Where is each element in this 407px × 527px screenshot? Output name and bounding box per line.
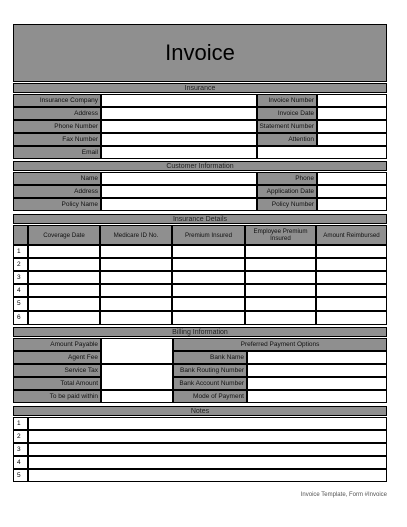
details-cell[interactable] [172, 271, 245, 284]
label-name: Name [13, 172, 101, 185]
note-row-number: 5 [13, 469, 28, 482]
column-employee-premium-insured: Employee Premium Insured [245, 225, 316, 245]
label-statement-number: Statement Number [257, 120, 317, 133]
section-details-header: Insurance Details [13, 214, 387, 224]
column-premium-insured: Premium Insured [172, 225, 245, 245]
field-fax-number[interactable] [101, 133, 257, 146]
details-cell[interactable] [100, 297, 172, 311]
note-row-number: 2 [13, 430, 28, 443]
field-name[interactable] [101, 172, 257, 185]
field-bank-routing-number[interactable] [247, 364, 387, 377]
field-invoice-date[interactable] [317, 107, 387, 120]
field-phone-number[interactable] [101, 120, 257, 133]
details-cell[interactable] [316, 271, 387, 284]
details-row-number: 4 [13, 284, 28, 297]
field-attention-continued[interactable] [257, 146, 387, 159]
details-cell[interactable] [245, 245, 316, 258]
label-agent-fee: Agent Fee [13, 351, 101, 364]
label-phone: Phone [257, 172, 317, 185]
invoice-title: Invoice [13, 24, 387, 82]
note-row-number: 4 [13, 456, 28, 469]
details-row-number: 1 [13, 245, 28, 258]
label-fax-number: Fax Number [13, 133, 101, 146]
field-amount-payable[interactable] [101, 338, 173, 364]
details-cell[interactable] [100, 284, 172, 297]
note-line[interactable] [28, 430, 387, 443]
details-cell[interactable] [100, 311, 172, 325]
details-cell[interactable] [316, 258, 387, 271]
details-cell[interactable] [28, 258, 100, 271]
section-notes-header: Notes [13, 406, 387, 416]
details-cell[interactable] [245, 297, 316, 311]
note-row-number: 3 [13, 443, 28, 456]
details-cell[interactable] [172, 284, 245, 297]
label-mode-of-payment: Mode of Payment [173, 390, 247, 403]
details-cell[interactable] [245, 284, 316, 297]
label-attention: Attention [257, 133, 317, 146]
details-row-number: 3 [13, 271, 28, 284]
field-mode-of-payment[interactable] [247, 390, 387, 403]
preferred-payment-options-header: Preferred Payment Options [173, 338, 387, 351]
label-bank-name: Bank Name [173, 351, 247, 364]
label-customer-address: Address [13, 185, 101, 198]
label-insurance-company: Insurance Company [13, 94, 101, 107]
details-cell[interactable] [316, 284, 387, 297]
details-cell[interactable] [245, 271, 316, 284]
column-coverage-date: Coverage Date [28, 225, 100, 245]
field-customer-address[interactable] [101, 185, 257, 198]
details-cell[interactable] [172, 245, 245, 258]
label-bank-routing-number: Bank Routing Number [173, 364, 247, 377]
label-email: Email [13, 146, 101, 159]
note-row-number: 1 [13, 417, 28, 430]
note-line[interactable] [28, 417, 387, 430]
details-cell[interactable] [172, 258, 245, 271]
details-cell[interactable] [100, 245, 172, 258]
section-customer-header: Customer Information [13, 161, 387, 171]
details-cell[interactable] [28, 245, 100, 258]
column-medicare-id: Medicare ID No. [100, 225, 172, 245]
details-cell[interactable] [172, 311, 245, 325]
field-address[interactable] [101, 107, 257, 120]
label-service-tax: Service Tax [13, 364, 101, 377]
field-policy-name[interactable] [101, 198, 257, 211]
label-to-be-paid-within: To be paid within [13, 390, 101, 403]
details-cell[interactable] [100, 271, 172, 284]
label-amount-payable: Amount Payable [13, 338, 101, 351]
label-policy-name: Policy Name [13, 198, 101, 211]
label-phone-number: Phone Number [13, 120, 101, 133]
details-cell[interactable] [316, 311, 387, 325]
field-bank-name[interactable] [247, 351, 387, 364]
field-policy-number[interactable] [317, 198, 387, 211]
section-billing-header: Billing Information [13, 327, 387, 337]
note-line[interactable] [28, 456, 387, 469]
details-corner-cell [13, 225, 28, 245]
details-cell[interactable] [28, 311, 100, 325]
field-application-date[interactable] [317, 185, 387, 198]
details-row-number: 5 [13, 297, 28, 311]
column-amount-reimbursed: Amount Reimbursed [316, 225, 387, 245]
field-statement-number[interactable] [317, 120, 387, 133]
label-application-date: Application Date [257, 185, 317, 198]
field-bank-account-number[interactable] [247, 377, 387, 390]
details-cell[interactable] [172, 297, 245, 311]
details-cell[interactable] [245, 311, 316, 325]
details-row-number: 6 [13, 311, 28, 325]
label-invoice-number: Invoice Number [257, 94, 317, 107]
note-line[interactable] [28, 469, 387, 482]
label-policy-number: Policy Number [257, 198, 317, 211]
label-total-amount: Total Amount [13, 377, 101, 390]
note-line[interactable] [28, 443, 387, 456]
label-bank-account-number: Bank Account Number [173, 377, 247, 390]
field-service-tax[interactable] [101, 364, 173, 390]
details-cell[interactable] [100, 258, 172, 271]
section-insurance-header: Insurance [13, 83, 387, 93]
details-cell[interactable] [245, 258, 316, 271]
field-phone[interactable] [317, 172, 387, 185]
field-email[interactable] [101, 146, 257, 159]
field-insurance-company[interactable] [101, 94, 257, 107]
details-cell[interactable] [316, 297, 387, 311]
details-cell[interactable] [28, 271, 100, 284]
field-attention[interactable] [317, 133, 387, 146]
field-to-be-paid-within[interactable] [101, 390, 173, 403]
details-cell[interactable] [28, 297, 100, 311]
details-row-number: 2 [13, 258, 28, 271]
details-cell[interactable] [316, 245, 387, 258]
footer-text: Invoice Template, Form #Invoice [300, 492, 387, 498]
label-invoice-date: Invoice Date [257, 107, 317, 120]
label-address: Address [13, 107, 101, 120]
details-cell[interactable] [28, 284, 100, 297]
field-invoice-number[interactable] [317, 94, 387, 107]
